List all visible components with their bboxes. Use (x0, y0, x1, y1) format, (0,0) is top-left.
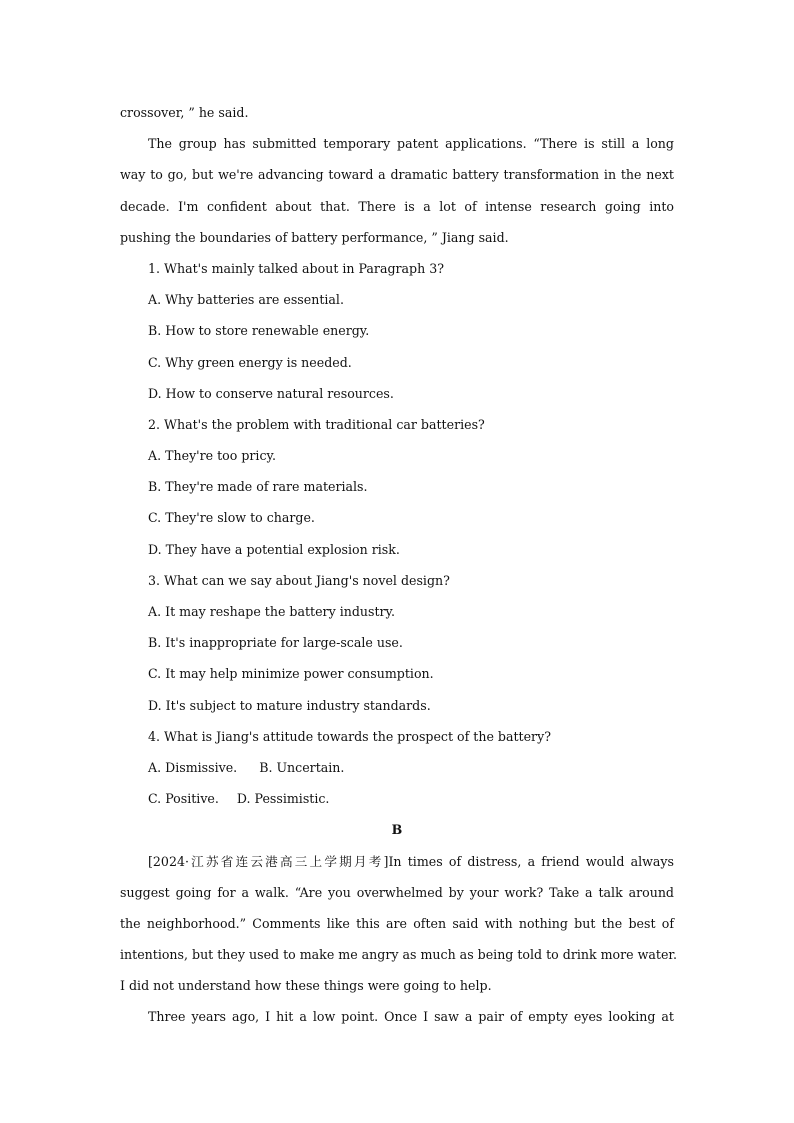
question-option: B. How to store renewable energy. (148, 323, 370, 339)
question-stem: 1. What's mainly talked about in Paragraph 3? (148, 260, 444, 276)
page-content (120, 97, 678, 1033)
question-option: A. Why batteries are essential. (148, 292, 344, 308)
passage-a-tail-line: crossover, ” he said. (120, 105, 249, 120)
question-option-row (120, 752, 674, 783)
question-option: D. Pessimistic. (236, 791, 330, 807)
question-option: C. Positive. (148, 791, 219, 807)
question-stem: 3. What can we say about Jiang's novel design? (148, 572, 450, 588)
paragraph-line: Three years ago, I hit a low point. Once I saw a pair of empty eyes looking at (148, 1009, 674, 1025)
paragraph-line: decade. I'm confident about that. There is a lot of intense research going into (120, 198, 674, 214)
question-option: B. It's inappropriate for large-scale use. (148, 635, 403, 651)
paragraph-line: I did not understand how these things were going to help. (120, 978, 492, 994)
paragraph-line: way to go, but we're advancing toward a dramatic battery transformation in the next (120, 167, 674, 183)
section-heading: B (391, 822, 403, 838)
question-stem: 4. What is Jiang's attitude towards the prospect of the battery? (148, 728, 551, 744)
question-option: B. They're made of rare materials. (148, 479, 368, 495)
paragraph-line: the neighborhood.” Comments like this are often said with nothing but the best of (120, 915, 674, 931)
question-option: D. It's subject to mature industry standards. (148, 697, 431, 713)
question-option: B. Uncertain. (259, 759, 345, 775)
question-option: A. They're too pricy. (148, 448, 276, 464)
question-option: A. Dismissive. (148, 759, 238, 775)
paragraph-line: The group has submitted temporary patent applications. “There is still a long (148, 136, 674, 152)
question-option: D. How to conserve natural resources. (148, 385, 394, 401)
paragraph-line: pushing the boundaries of battery performance, ” Jiang said. (120, 229, 509, 245)
question-option-row (120, 783, 674, 814)
question-option: C. Why green energy is needed. (148, 354, 352, 370)
question-option: D. They have a potential explosion risk. (148, 541, 400, 557)
paragraph-line: suggest going for a walk. “Are you overwhelmed by your work? Take a talk around (120, 884, 674, 900)
question-option: A. It may reshape the battery industry. (148, 604, 395, 619)
question-option: C. They're slow to charge. (148, 510, 315, 526)
paragraph-line: [2024·江苏省连云港高三上学期月考]In times of distress, a friend would always (148, 853, 674, 869)
question-stem: 2. What's the problem with traditional car batteries? (148, 416, 485, 432)
question-option: C. It may help minimize power consumption. (148, 666, 434, 682)
paragraph-line: intentions, but they used to make me angry as much as being told to drink more water. (120, 947, 678, 963)
